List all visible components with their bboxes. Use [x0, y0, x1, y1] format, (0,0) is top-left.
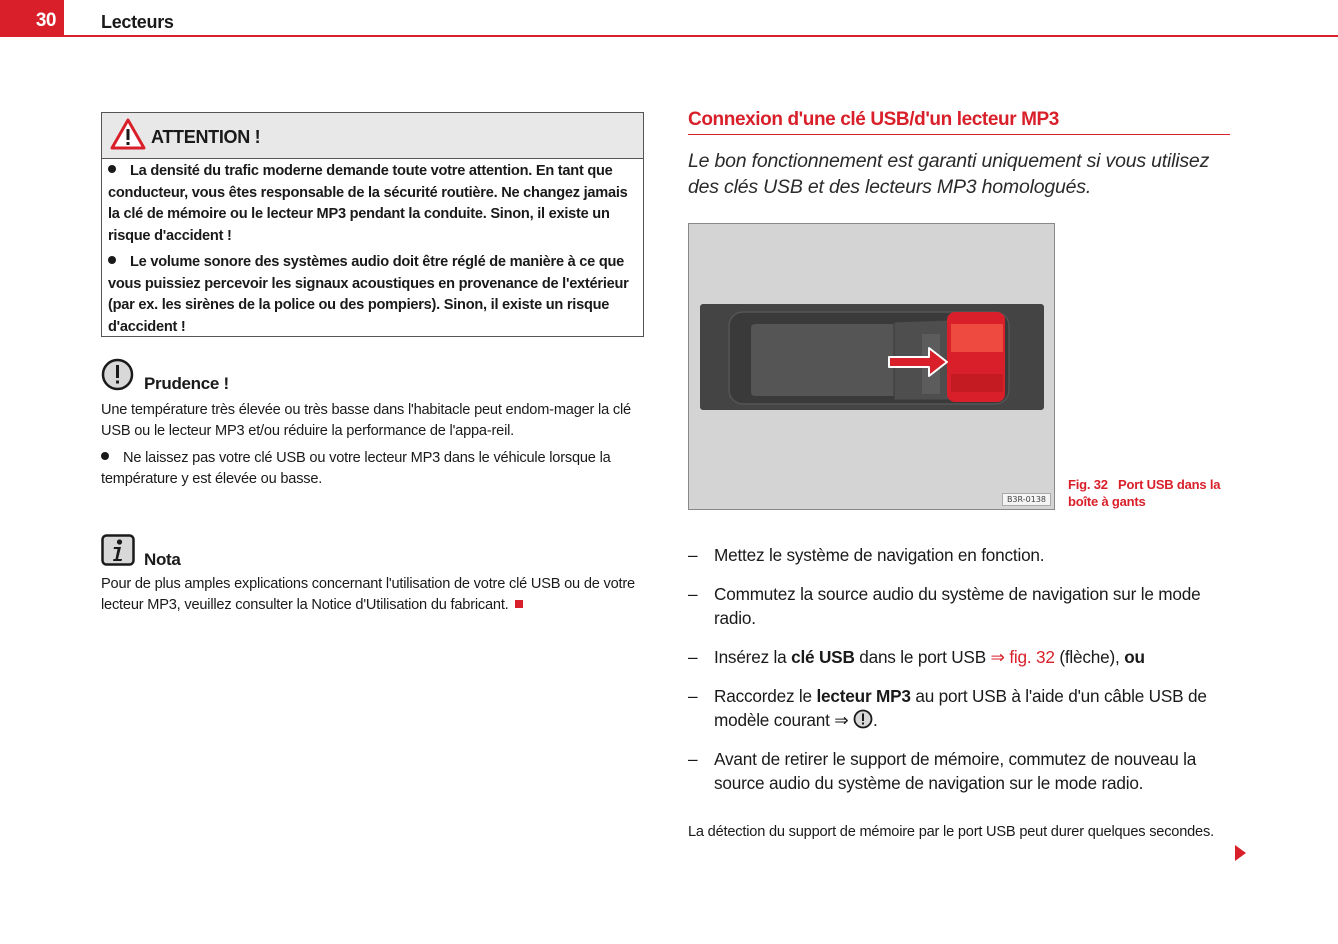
- step-item: – Avant de retirer le support de mémoire, commutez de nouveau la source audio du système de navigation sur le mode radio.: [688, 749, 1197, 793]
- page-header: [0, 0, 1338, 38]
- caution-bullet: Ne laissez pas votre clé USB ou votre lecteur MP3 dans le véhicule lorsque la température y est élevée ou basse.: [101, 450, 611, 487]
- note-title: Nota: [144, 550, 181, 569]
- info-icon: [101, 534, 135, 566]
- bullet-icon: [101, 452, 109, 460]
- bullet-icon: [108, 165, 116, 173]
- warning-box: [101, 112, 644, 337]
- usb-port-illustration: [689, 224, 1055, 510]
- figure-caption: Fig. 32 Port USB dans la boîte à gants: [1068, 477, 1221, 509]
- step-item: – Commutez la source audio du système de navigation sur le mode radio.: [688, 584, 1201, 628]
- page-number: 30: [35, 10, 56, 31]
- caution-exclamation-icon: [101, 358, 134, 391]
- warning-title: ATTENTION !: [151, 127, 261, 147]
- chapter-title: Lecteurs: [101, 12, 174, 32]
- warning-triangle-icon: [110, 118, 146, 150]
- continue-arrow-icon: [1235, 845, 1246, 861]
- warning-body: [102, 159, 643, 338]
- warning-item: Le volume sonore des systèmes audio doit être réglé de manière à ce que vous puissiez percevoir les signaux acoustiques en provenance de l'extérieur (par ex. les sirènes de la police ou des pompiers). Sinon, il existe un risque d'accident !: [108, 254, 629, 335]
- warning-header: [102, 113, 643, 159]
- caution-paragraph: Une température très élevée ou très basse dans l'habitacle peut endom-mager la clé USB ou le lecteur MP3 et/ou réduire la performance de l'appa-reil.: [101, 402, 631, 439]
- caution-title: Prudence !: [144, 374, 229, 393]
- instruction-steps: [688, 543, 1233, 810]
- section-divider: [688, 134, 1230, 135]
- caution-text: [101, 400, 646, 496]
- figure-reference-link[interactable]: ⇒ fig. 32: [990, 647, 1055, 667]
- note-text: Pour de plus amples explications concernant l'utilisation de votre clé USB ou de votre lecteur MP3, veuillez consulter la Notice d'Utilisation du fabricant.: [101, 576, 635, 613]
- bullet-icon: [108, 256, 116, 264]
- page-number-box: [0, 0, 64, 37]
- figure-usb-port: [688, 223, 1055, 510]
- end-of-section-marker: [515, 600, 523, 608]
- footer-note: La détection du support de mémoire par le port USB peut durer quelques secondes.: [688, 824, 1214, 840]
- section-title: Connexion d'une clé USB/d'un lecteur MP3: [688, 109, 1059, 130]
- header-divider: [64, 35, 1338, 37]
- caution-reference-icon[interactable]: [853, 709, 873, 729]
- step-item: – Mettez le système de navigation en fonction.: [688, 545, 1045, 565]
- figure-code: B3R-0138: [1002, 493, 1051, 506]
- step-item: – Insérez la clé USB dans le port USB ⇒ fig. 32 (flèche), ou: [688, 647, 1145, 667]
- warning-item: La densité du trafic moderne demande toute votre attention. En tant que conducteur, vous êtes responsable de la sécurité routière. Ne changez jamais la clé de mémoire ou le lecteur MP3 pendant la conduite. Sinon, il existe un risque d'accident !: [108, 163, 628, 244]
- section-intro: Le bon fonctionnement est garanti uniquement si vous utilisez des clés USB et des lecteurs MP3 homologués.: [688, 150, 1210, 198]
- step-item: – Raccordez le lecteur MP3 au port USB à l'aide d'un câble USB de modèle courant ⇒ .: [688, 686, 1207, 730]
